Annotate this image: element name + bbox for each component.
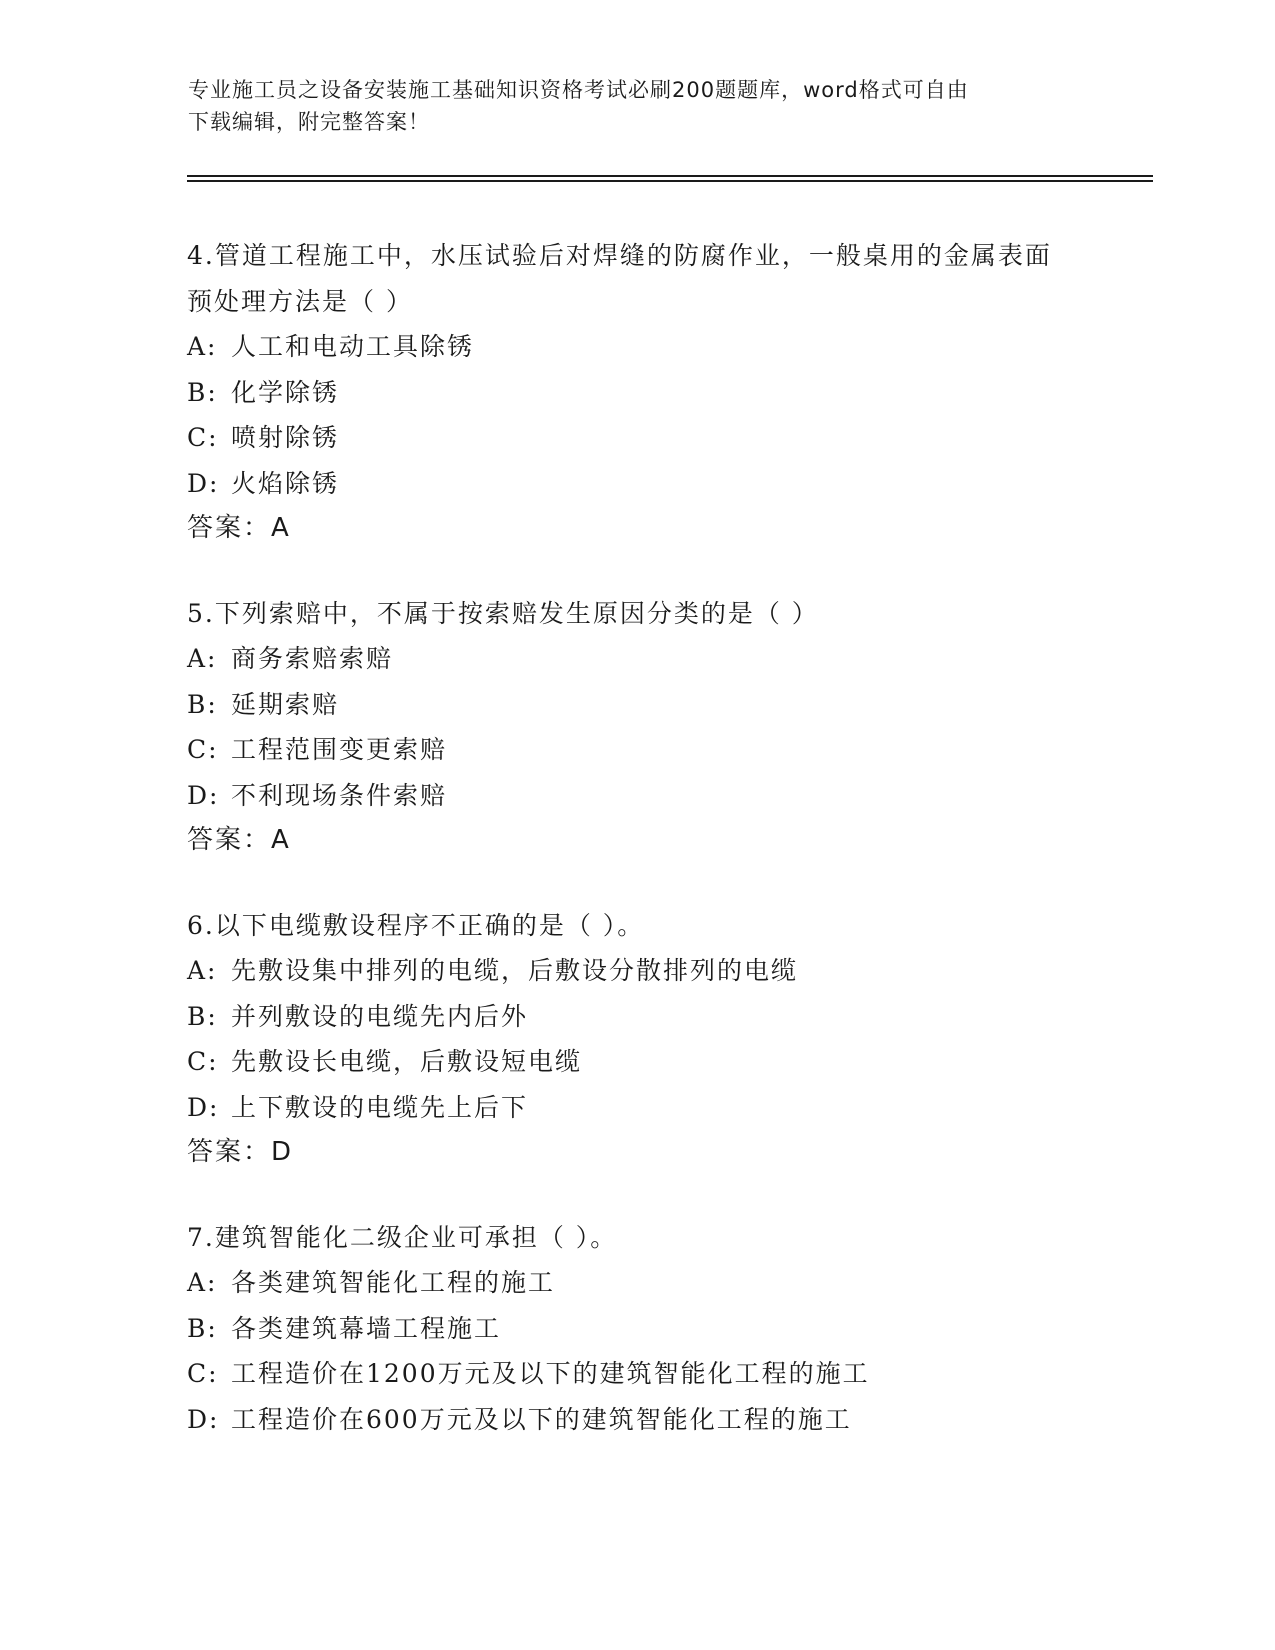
- option-text: 不利现场条件索赔: [231, 780, 448, 810]
- question-text: 4.管道工程施工中，水压试验后对焊缝的防腐作业，一般桌用的金属表面预处理方法是（ ）: [187, 241, 1052, 316]
- option-text: 火焰除锈: [231, 468, 340, 498]
- option-a: [187, 636, 1187, 682]
- option-text: 人工和电动工具除锈: [231, 332, 475, 361]
- answer: 答案：D: [187, 1137, 294, 1167]
- option-text: 延期索赔: [231, 689, 340, 719]
- option-b: [187, 994, 1187, 1040]
- question-text: 6.以下电缆敷设程序不正确的是（ ）。: [187, 910, 645, 940]
- question-6: [187, 903, 1187, 1176]
- option-key: B:: [187, 377, 218, 407]
- option-key: C:: [187, 423, 219, 452]
- option-key: D:: [187, 468, 220, 498]
- option-text: 先敷设集中排列的电缆，后敷设分散排列的电缆: [231, 956, 799, 985]
- option-d: [187, 773, 1187, 819]
- header-divider-top: [187, 175, 1153, 177]
- answer: 答案：A: [187, 513, 291, 543]
- option-key: A:: [187, 1268, 218, 1297]
- option-key: B:: [187, 689, 218, 719]
- option-c: [187, 1039, 1187, 1085]
- option-text: 喷射除锈: [231, 423, 340, 452]
- option-c: [187, 415, 1187, 461]
- option-b: [187, 370, 1187, 416]
- header-line-2: 下载编辑，附完整答案！: [188, 110, 430, 134]
- option-a: [187, 324, 1187, 370]
- option-a: [187, 1260, 1187, 1306]
- option-key: C:: [187, 1359, 219, 1388]
- option-b: [187, 682, 1187, 728]
- option-text: 商务索赔索赔: [231, 644, 394, 673]
- option-c: [187, 727, 1187, 773]
- option-text: 上下敷设的电缆先上后下: [231, 1092, 529, 1122]
- header-divider-bottom: [187, 180, 1153, 182]
- option-key: B:: [187, 1001, 218, 1031]
- answer: 答案：A: [187, 825, 291, 855]
- option-key: D:: [187, 780, 220, 810]
- question-text: 5.下列索赔中，不属于按索赔发生原因分类的是（ ）: [187, 598, 819, 628]
- option-a: [187, 948, 1187, 994]
- header-line-1: 专业施工员之设备安装施工基础知识资格考试必刷200题题库，word格式可自由: [188, 78, 969, 102]
- option-key: D:: [187, 1404, 220, 1434]
- question-5: [187, 591, 1187, 864]
- option-d: [187, 1085, 1187, 1131]
- option-key: C:: [187, 1047, 219, 1076]
- option-text: 工程造价在600万元及以下的建筑智能化工程的施工: [231, 1404, 852, 1434]
- question-7: [187, 1215, 1187, 1443]
- option-text: 工程造价在1200万元及以下的建筑智能化工程的施工: [231, 1359, 870, 1388]
- question-text: 7.建筑智能化二级企业可承担（ ）。: [187, 1222, 618, 1252]
- option-d: [187, 1397, 1187, 1443]
- option-text: 化学除锈: [231, 377, 340, 407]
- option-d: [187, 461, 1187, 507]
- option-text: 各类建筑幕墙工程施工: [231, 1313, 502, 1343]
- option-c: [187, 1351, 1187, 1397]
- option-key: A:: [187, 644, 218, 673]
- option-text: 各类建筑智能化工程的施工: [231, 1268, 556, 1297]
- option-text: 先敷设长电缆，后敷设短电缆: [231, 1047, 583, 1076]
- question-4: [187, 233, 1187, 552]
- question-list: [187, 233, 1187, 1481]
- option-key: A:: [187, 332, 218, 361]
- option-text: 并列敷设的电缆先内后外: [231, 1001, 529, 1031]
- option-b: [187, 1306, 1187, 1352]
- option-key: A:: [187, 956, 218, 985]
- option-text: 工程范围变更索赔: [231, 735, 448, 764]
- option-key: B:: [187, 1313, 218, 1343]
- document-header: [188, 74, 1088, 138]
- option-key: C:: [187, 735, 219, 764]
- option-key: D:: [187, 1092, 220, 1122]
